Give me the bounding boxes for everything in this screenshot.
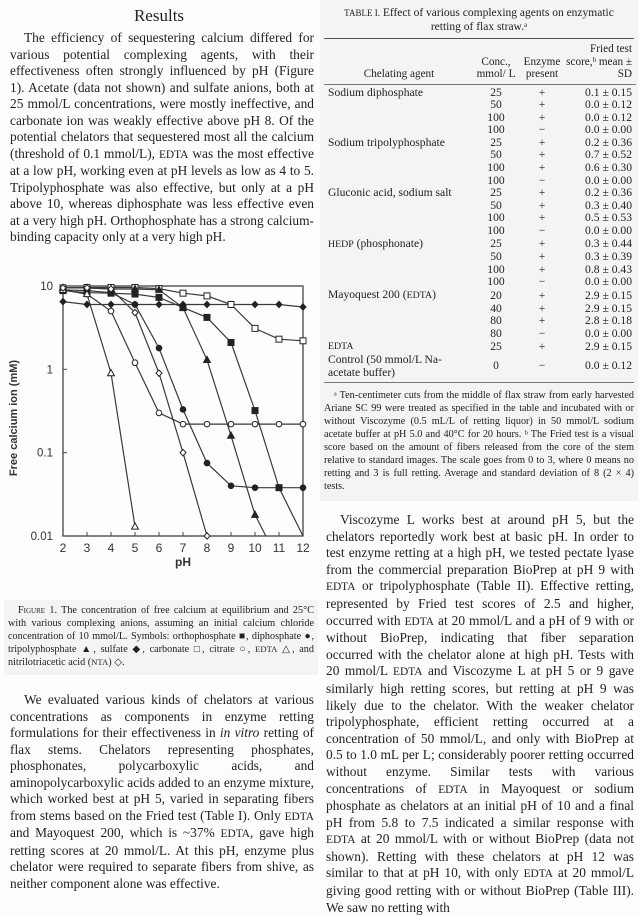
data-point-citrate — [108, 308, 114, 314]
cell-fried-score: 2.9 ± 0.15 — [585, 339, 632, 353]
data-point-diphosphate — [252, 485, 258, 491]
cell-enzyme-present: − — [538, 123, 546, 137]
table-row — [324, 340, 636, 354]
data-point-citrate — [132, 360, 138, 366]
cell-concentration: 100 — [487, 161, 505, 175]
table-row — [324, 354, 636, 379]
x-tick-label: 11 — [272, 541, 286, 555]
cell-concentration: 50 — [490, 148, 502, 162]
cell-enzyme-present: − — [538, 359, 546, 373]
table-row — [324, 315, 636, 328]
cell-chelating-agent — [324, 124, 474, 137]
cell-chelating-agent — [324, 315, 474, 328]
figure-caption: Figure 1. The concentration of free calcium at equilibrium and 25°C with various complexing anions, assuming an initial calcium chloride concentration of 10 mmol/L. Symbols: orthophosphate ■, diphosphate ●, tripolyphosphate ▲, sulfate ◆, carbonate □, citrate ○, EDTA △, and nitrilotriacetic acid (NTA) ◇. — [4, 600, 318, 675]
table-row — [324, 225, 636, 238]
cell-fried-score: 2.9 ± 0.15 — [585, 288, 632, 302]
table-row — [324, 328, 636, 341]
cell-chelating-agent — [324, 264, 474, 277]
figure-1-chart — [0, 270, 318, 570]
cell-enzyme-present: + — [538, 301, 546, 315]
cell-concentration: 100 — [487, 275, 505, 289]
cell-chelating-agent — [324, 303, 474, 316]
cell-enzyme-present: + — [538, 237, 546, 251]
cell-chelating-agent: Sodium diphosphate — [328, 85, 424, 99]
table-bottom-rule — [324, 382, 634, 383]
cell-enzyme-present: − — [538, 326, 546, 340]
data-point-diphosphate — [132, 302, 138, 308]
cell-chelating-agent: Sodium tripolyphosphate — [328, 135, 445, 149]
cell-enzyme-present: + — [538, 98, 546, 112]
right-column-text — [320, 512, 636, 916]
data-point-edta — [108, 370, 115, 376]
x-tick-label: 10 — [248, 541, 262, 555]
cell-concentration: 25 — [490, 135, 502, 149]
cell-enzyme-present: + — [538, 85, 546, 99]
series-line-edta — [63, 290, 135, 527]
cell-concentration: 50 — [490, 98, 502, 112]
cell-concentration: 50 — [490, 250, 502, 264]
data-point-orthophosphate — [156, 294, 162, 300]
data-point-edta — [132, 523, 139, 529]
cell-fried-score: 2.9 ± 0.15 — [585, 301, 632, 315]
cell-fried-score: 0.2 ± 0.36 — [585, 135, 632, 149]
cell-enzyme-present: + — [538, 148, 546, 162]
data-point-diphosphate — [228, 483, 234, 489]
data-point-sulfate — [300, 304, 306, 310]
data-point-carbonate — [180, 290, 186, 296]
cell-enzyme-present: + — [538, 135, 546, 149]
cell-fried-score: 0.0 ± 0.00 — [585, 173, 632, 187]
cell-fried-score: 0.0 ± 0.12 — [585, 359, 632, 373]
cell-concentration: 25 — [490, 186, 502, 200]
data-point-orthophosphate — [204, 314, 210, 320]
x-tick-label: 6 — [155, 541, 163, 555]
data-point-carbonate — [228, 301, 234, 307]
data-point-sulfate — [276, 301, 282, 307]
data-point-diphosphate — [156, 345, 162, 351]
cell-concentration: 100 — [487, 173, 505, 187]
table-row — [324, 124, 636, 137]
data-point-diphosphate — [300, 485, 306, 491]
cell-chelating-agent: Control (50 mmol/L Na-acetate buffer) — [328, 352, 442, 379]
series-line-orthophosphate — [63, 291, 303, 536]
data-point-nta — [204, 533, 210, 539]
cell-enzyme-present: + — [538, 211, 546, 225]
data-point-tripolyphosphate — [252, 511, 259, 517]
cell-chelating-agent — [324, 328, 474, 341]
data-point-diphosphate — [180, 407, 186, 413]
x-tick-label: 7 — [179, 541, 187, 555]
table-label: TABLE I. — [344, 8, 380, 18]
cell-concentration: 80 — [490, 326, 502, 340]
table-row — [324, 251, 636, 264]
data-point-sulfate — [108, 301, 114, 307]
x-tick-label: 3 — [83, 541, 91, 555]
cell-chelating-agent: EDTA — [328, 341, 354, 353]
cell-fried-score: 0.0 ± 0.12 — [585, 110, 632, 124]
header-enzyme-present: Enzyme present — [523, 55, 561, 80]
cell-concentration: 100 — [487, 224, 505, 238]
table-1 — [320, 0, 638, 501]
table-footnote: ᵃ Ten-centimeter cuts from the middle of flax straw from early harvested Ariane SC 99 were treated as specified in the table and incubated with or without Viscozyme (0.5 mL/L of retting liquor) in 50 mmol/L sodium acetate buffer at pH 5.0 and 40°C for 20 hours. ᵇ The Fried test is a visual score based on the amount of fibers released from the core of the stem relative to standard images. The scale goes from 0 to 3, where 0 means no retting and 3 is full retting. Average and standard deviation of 8 (2 × 4) tests. — [324, 390, 634, 493]
cell-fried-score: 0.3 ± 0.39 — [585, 250, 632, 264]
data-point-citrate — [276, 421, 282, 427]
cell-chelating-agent — [324, 162, 474, 175]
data-point-citrate — [228, 421, 234, 427]
cell-concentration: 100 — [487, 262, 505, 276]
table-row — [324, 162, 636, 175]
header-concentration: Conc., mmol/ L — [476, 55, 516, 80]
data-point-carbonate — [252, 325, 258, 331]
cell-fried-score: 0.5 ± 0.53 — [585, 211, 632, 225]
cell-enzyme-present: − — [538, 224, 546, 238]
results-paragraph-3: Viscozyme L works best at around pH 5, but the chelators reportedly work best at basic pH. In order to test enzyme retting at a high pH, we tested pectate lyase from the commercial preparation BioPrep at pH 9 with EDTA or tripolyphosphate (Table II). Effective retting, represented by Fried test scores of 2.5 and higher, occurred with EDTA at 20 mmol/L and a pH of 9 with or without BioPrep, indicating that fiber separation occurred with the chelator alone at high pH. Tests with 20 mmol/L EDTA and Viscozyme L at pH 5 or 9 gave similarly high retting scores, but retting at pH 9 was likely due to the chelator. With the weaker chelator tripolyphosphate, efficient retting occurred at a concentration of 50 mmol/L, and only with BioPrep at 0.5 to 1.0 mL per L; considerably poorer retting occurred without enzyme. Similar tests with various concentrations of EDTA in Mayoquest or sodium phosphate as chelators at an initial pH of 10 and a final pH from 5.8 to 7.5 indicated a similar response with EDTA at 20 mmol/L with or without BioPrep (data not shown). Retting with these chelators at pH 12 was similar to that at pH 10, with only EDTA at 20 mmol/L giving good retting with or without BioPrep (Table III). We saw no retting with — [326, 512, 634, 915]
data-point-carbonate — [300, 338, 306, 344]
data-point-citrate — [156, 410, 162, 416]
left-column — [0, 0, 318, 246]
cell-enzyme-present: + — [538, 186, 546, 200]
cell-chelating-agent — [324, 200, 474, 213]
table-row — [324, 187, 636, 200]
table-title — [320, 2, 638, 34]
cell-concentration: 0 — [493, 359, 499, 373]
data-point-citrate — [180, 421, 186, 427]
series-line-diphosphate — [63, 290, 303, 488]
cell-fried-score: 0.7 ± 0.52 — [585, 148, 632, 162]
data-point-nta — [180, 449, 186, 455]
cell-enzyme-present: + — [538, 161, 546, 175]
cell-chelating-agent — [324, 99, 474, 112]
cell-fried-score: 0.0 ± 0.00 — [585, 275, 632, 289]
y-tick-label: 1 — [46, 364, 53, 377]
x-tick-label: 8 — [203, 541, 211, 555]
data-table — [324, 39, 636, 379]
table-row — [324, 99, 636, 112]
cell-enzyme-present: + — [538, 198, 546, 212]
cell-fried-score: 0.3 ± 0.44 — [585, 237, 632, 251]
x-tick-label: 5 — [131, 541, 139, 555]
cell-chelating-agent — [324, 112, 474, 125]
cell-chelating-agent — [324, 149, 474, 162]
cell-fried-score: 0.0 ± 0.00 — [585, 326, 632, 340]
cell-concentration: 20 — [490, 288, 502, 302]
cell-fried-score: 0.8 ± 0.43 — [585, 262, 632, 276]
cell-concentration: 25 — [490, 85, 502, 99]
series-line-nta — [63, 288, 207, 536]
data-point-citrate — [300, 421, 306, 427]
x-tick-label: 9 — [227, 541, 235, 555]
results-paragraph-1: The efficiency of sequestering calcium differed for various potential complexing agents, with their effectiveness often strongly influenced by pH (Figure 1). Acetate (data not shown) and sulfate anions, both at 25 mmol/L concentrations, were mostly ineffective, and carbonate ion was weakly effective above pH 8. Of the potential chelators that sequestered most all the calcium (threshold of 0.1 mmol/L), EDTA was the most effective at a low pH, working even at pH levels as low as 4 to 5. Tripolyphosphate was also effective, but only at a pH above 10, whereas diphosphate was less effective even at a very high pH. Orthophosphate has a strong calcium-binding capacity only at a very high pH. — [10, 30, 314, 244]
cell-enzyme-present: − — [538, 173, 546, 187]
cell-chelating-agent: Mayoquest 200 (EDTA) — [328, 288, 436, 301]
data-point-tripolyphosphate — [204, 356, 211, 362]
cell-fried-score: 0.6 ± 0.30 — [585, 161, 632, 175]
cell-fried-score: 2.8 ± 0.18 — [585, 314, 632, 328]
y-tick-label: 0.01 — [30, 531, 53, 543]
cell-chelating-agent: HEDP (phosphonate) — [328, 236, 423, 250]
x-tick-label: 4 — [107, 541, 115, 555]
data-point-tripolyphosphate — [228, 432, 235, 438]
cell-concentration: 25 — [490, 237, 502, 251]
cell-concentration: 100 — [487, 211, 505, 225]
cell-concentration: 100 — [487, 123, 505, 137]
cell-fried-score: 0.3 ± 0.40 — [585, 198, 632, 212]
cell-chelating-agent — [324, 251, 474, 264]
cell-enzyme-present: + — [538, 250, 546, 264]
series-line-tripolyphosphate — [63, 288, 266, 536]
cell-fried-score: 0.0 ± 0.12 — [585, 98, 632, 112]
data-point-carbonate — [276, 336, 282, 342]
cell-fried-score: 0.1 ± 0.15 — [585, 85, 632, 99]
cell-enzyme-present: + — [538, 339, 546, 353]
data-point-sulfate — [252, 301, 258, 307]
data-point-orthophosphate — [252, 408, 258, 414]
section-heading: Results — [133, 6, 185, 25]
x-axis-label: pH — [175, 555, 191, 569]
data-point-citrate — [204, 421, 210, 427]
data-point-nta — [156, 370, 162, 376]
table-row — [324, 289, 636, 303]
cell-fried-score: 0.2 ± 0.36 — [585, 186, 632, 200]
data-point-orthophosphate — [228, 339, 234, 345]
cell-chelating-agent — [324, 225, 474, 238]
header-chelating-agent: Chelating agent — [363, 68, 435, 80]
cell-enzyme-present: − — [538, 275, 546, 289]
cell-fried-score: 0.0 ± 0.00 — [585, 123, 632, 137]
data-point-carbonate — [204, 293, 210, 299]
cell-fried-score: 0.0 ± 0.00 — [585, 224, 632, 238]
cell-enzyme-present: + — [538, 262, 546, 276]
table-header-row — [324, 39, 636, 83]
cell-enzyme-present: + — [538, 288, 546, 302]
y-tick-label: 10 — [40, 281, 53, 293]
chart-svg — [0, 270, 318, 570]
cell-chelating-agent: Gluconic acid, sodium salt — [328, 186, 452, 200]
cell-concentration: 80 — [490, 314, 502, 328]
results-paragraph-2: We evaluated various kinds of chelators at various concentrations as components in enzyme retting formulations for their effectiveness in in vitro retting of flax stems. Chelators representing phosphates, phosphonates, polycarboxylic acids, and aminopolycarboxylic acids added to an enzyme mixture, which worked best at pH 5, varied in separating fibers from stems based on the Fried test (Table I). Only EDTA and Mayoquest 200, which is ~37% EDTA, gave high retting scores at 20 mmol/L. At this pH, enzyme plus chelator were required to separate fibers from shive, as neither component alone was effective. — [10, 692, 314, 891]
cell-enzyme-present: + — [538, 110, 546, 124]
table-row — [324, 238, 636, 252]
cell-enzyme-present: + — [538, 314, 546, 328]
x-tick-label: 2 — [59, 541, 67, 555]
cell-concentration: 25 — [490, 339, 502, 353]
data-point-sulfate — [204, 301, 210, 307]
header-fried-score: Fried test score,ᵇ mean ± SD — [566, 43, 632, 80]
data-point-diphosphate — [276, 485, 282, 491]
cell-concentration: 100 — [487, 110, 505, 124]
y-axis-label: Free calcium ion (mM) — [8, 359, 20, 477]
data-point-sulfate — [60, 298, 66, 304]
table-caption-text: Effect of various complexing agents on enzymatic retting of flax straw.ᵃ — [382, 7, 614, 33]
cell-chelating-agent — [324, 212, 474, 225]
cell-concentration: 40 — [490, 301, 502, 315]
x-tick-label: 12 — [296, 541, 310, 555]
y-tick-label: 0.1 — [37, 447, 53, 460]
cell-concentration: 50 — [490, 198, 502, 212]
data-point-sulfate — [156, 301, 162, 307]
left-column-lower — [0, 692, 318, 892]
data-point-citrate — [252, 421, 258, 427]
data-point-diphosphate — [204, 460, 210, 466]
